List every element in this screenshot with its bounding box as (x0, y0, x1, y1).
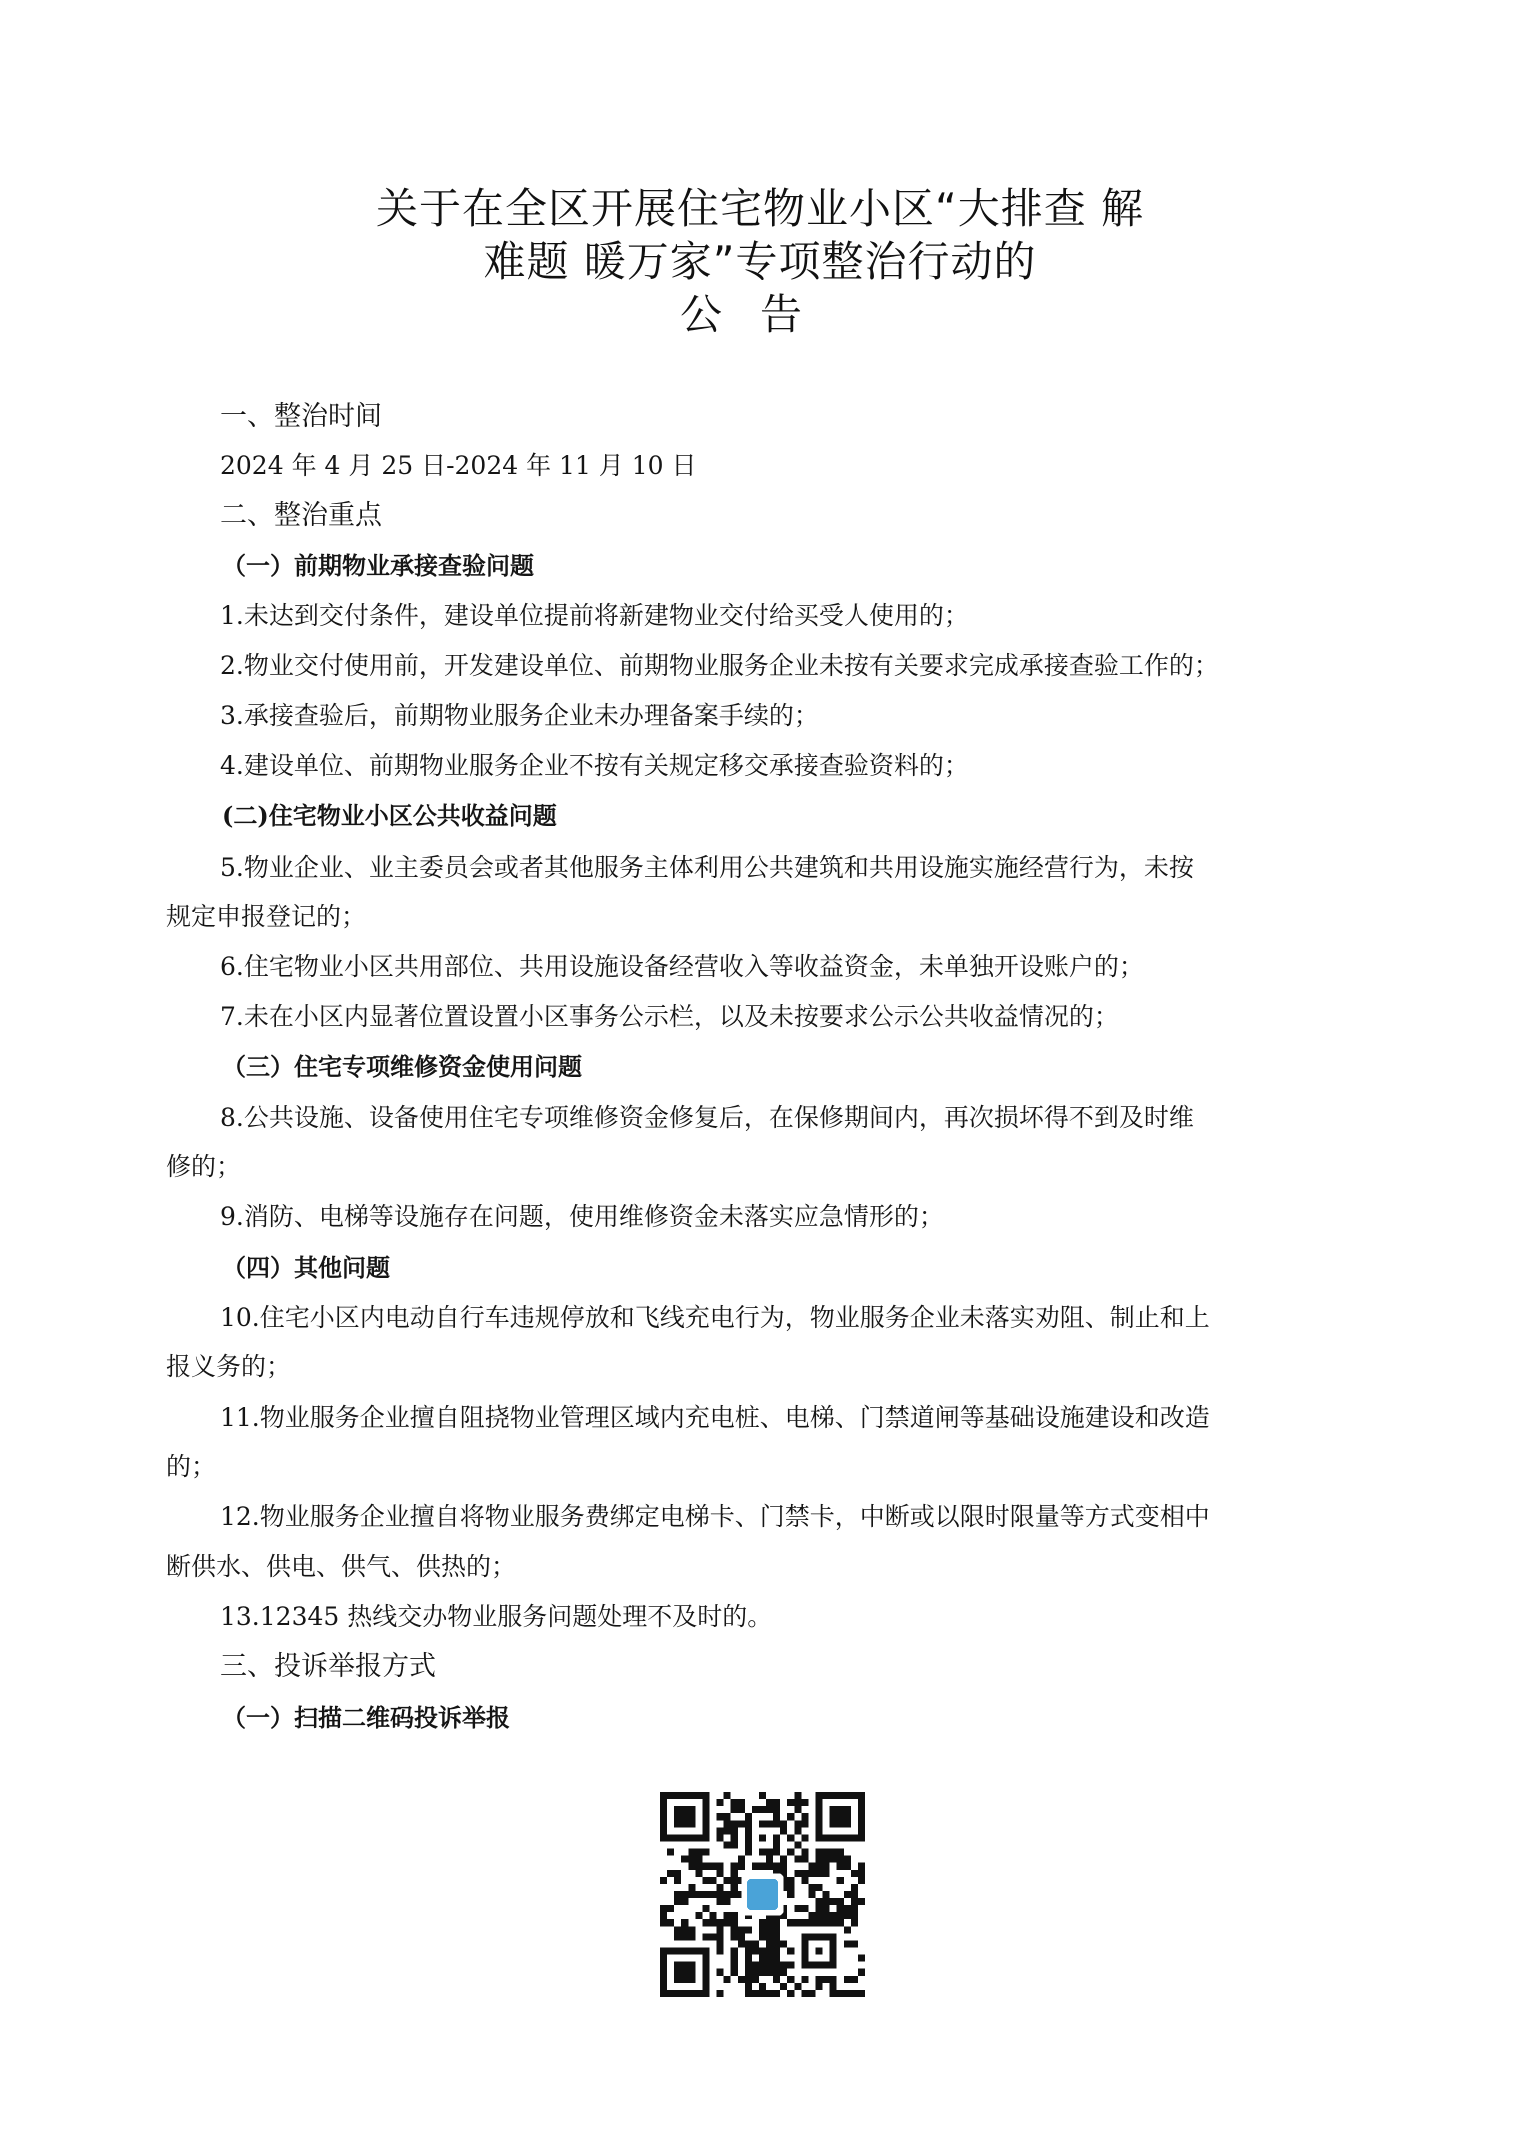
section-3-heading: 三、投诉举报方式 (220, 1651, 436, 1682)
list-item: 3.承接查验后，前期物业服务企业未办理备案手续的； (220, 701, 819, 730)
title-line-2: 难题 暖万家”专项整治行动的 (483, 237, 1037, 286)
list-item-continuation: 修的； (166, 1152, 242, 1181)
list-item: 8.公共设施、设备使用住宅专项维修资金修复后，在保修期间内，再次损坏得不到及时维 (220, 1103, 1194, 1132)
section-1-heading: 一、整治时间 (220, 401, 382, 432)
list-item-continuation: 报义务的； (166, 1352, 292, 1381)
list-item: 10.住宅小区内电动自行车违规停放和飞线充电行为，物业服务企业未落实劝阻、制止和上 (220, 1303, 1210, 1332)
list-item: 6.住宅物业小区共用部位、共用设施设备经营收入等收益资金，未单独开设账户的； (220, 952, 1144, 981)
list-item: 7.未在小区内显著位置设置小区事务公示栏，以及未按要求公示公共收益情况的； (220, 1002, 1119, 1031)
list-item: 12.物业服务企业擅自将物业服务费绑定电梯卡、门禁卡，中断或以限时限量等方式变相中 (220, 1502, 1210, 1531)
list-item: 13.12345 热线交办物业服务问题处理不及时的。 (220, 1602, 773, 1631)
list-item: 1.未达到交付条件，建设单位提前将新建物业交付给买受人使用的； (220, 601, 969, 630)
list-item: 5.物业企业、业主委员会或者其他服务主体利用公共建筑和共用设施实施经营行为，未按 (220, 853, 1194, 882)
list-item: 11.物业服务企业擅自阻挠物业管理区域内充电桩、电梯、门禁道闸等基础设施建设和改造 (220, 1403, 1210, 1432)
qr-code-icon[interactable] (660, 1792, 865, 1997)
title-line-3: 公告 (679, 290, 840, 339)
section-2-heading: 二、整治重点 (220, 500, 382, 531)
subsection-3-heading: （三）住宅专项维修资金使用问题 (222, 1052, 582, 1081)
list-item: 4.建设单位、前期物业服务企业不按有关规定移交承接查验资料的； (220, 751, 969, 780)
list-item-continuation: 的； (166, 1452, 217, 1481)
section-1-text: 2024 年 4 月 25 日-2024 年 11 月 10 日 (220, 451, 697, 480)
list-item: 2.物业交付使用前，开发建设单位、前期物业服务企业未按有关要求完成承接查验工作的； (220, 651, 1219, 680)
subsection-1-heading: （一）前期物业承接查验问题 (222, 551, 534, 580)
list-item: 9.消防、电梯等设施存在问题，使用维修资金未落实应急情形的； (220, 1202, 944, 1231)
subsection-4-heading: （四）其他问题 (222, 1253, 390, 1282)
list-item-continuation: 断供水、供电、供气、供热的； (166, 1552, 517, 1581)
subsection-5-heading: （一）扫描二维码投诉举报 (222, 1703, 510, 1732)
subsection-2-heading: (二)住宅物业小区公共收益问题 (222, 801, 557, 830)
list-item-continuation: 规定申报登记的； (166, 902, 367, 931)
title-line-1: 关于在全区开展住宅物业小区“大排查 解 (375, 184, 1145, 233)
